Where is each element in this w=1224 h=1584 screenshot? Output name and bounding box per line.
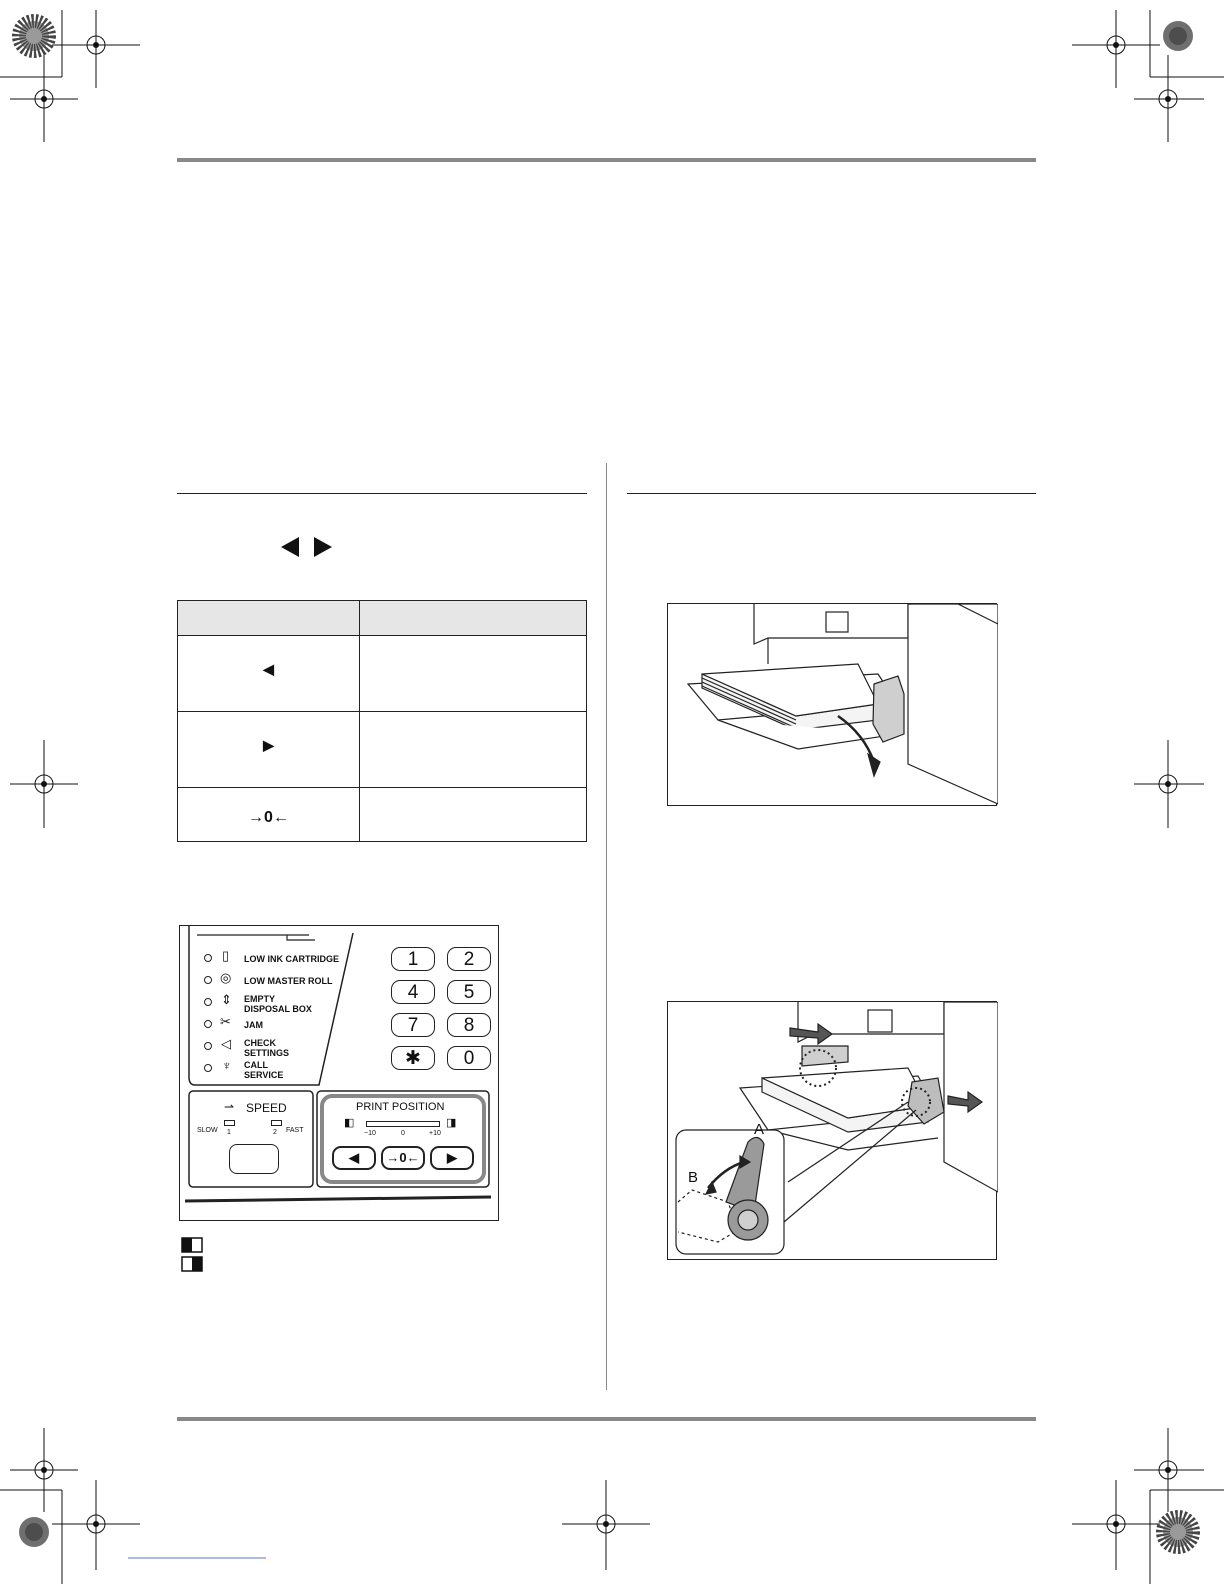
print-position-right-button[interactable]: ▶ (430, 1146, 474, 1170)
feed-tray-illustration (667, 603, 997, 806)
column-divider (606, 463, 607, 1390)
image-down-icon (182, 1238, 202, 1252)
wrench-icon: ♆ (222, 1058, 232, 1073)
lamp-low-ink-cartridge: LOW INK CARTRIDGE (244, 954, 339, 964)
lamp-jam: JAM (244, 1020, 264, 1030)
image-position-legend-icons (180, 1236, 210, 1274)
left-section-rule (177, 493, 587, 494)
operation-panel (179, 925, 499, 1221)
ink-cartridge-icon: ▯ (222, 948, 230, 963)
print-position-label: PRINT POSITION (356, 1101, 445, 1113)
key-5[interactable]: 5 (447, 980, 491, 1004)
print-position-scale (366, 1121, 440, 1127)
right-arrow-icon (314, 537, 332, 557)
print-position-up-icon: ◨ (446, 1117, 457, 1129)
lamp-check-settings-line1: CHECK (244, 1038, 277, 1048)
print-position-down-icon: ◧ (344, 1117, 355, 1129)
table-header (178, 601, 586, 636)
key-star[interactable]: ✱ (391, 1046, 435, 1070)
print-position-center-button[interactable]: →0← (381, 1146, 425, 1170)
left-right-arrow-icons (279, 535, 333, 559)
key-7[interactable]: 7 (391, 1013, 435, 1037)
lever-position-a-label: A (754, 1121, 765, 1138)
table-row-center-key: →0← (248, 809, 289, 826)
table-row-right-key: ▶ (263, 737, 274, 753)
lever-position-b-label: B (688, 1169, 699, 1186)
speed-level-1: 1 (227, 1129, 231, 1136)
lamp-check-settings-line2: SETTINGS (244, 1048, 290, 1058)
speed-indicator-1 (224, 1120, 235, 1126)
speed-slow-label: SLOW (197, 1127, 218, 1134)
key-0[interactable]: 0 (447, 1046, 491, 1070)
footer-rule (177, 1417, 1036, 1421)
key-2[interactable]: 2 (447, 947, 491, 971)
disposal-box-icon: ⇕ (221, 992, 232, 1007)
lamp-call-service-line2: SERVICE (244, 1070, 284, 1080)
print-position-max: +10 (429, 1130, 441, 1137)
print-position-mid: 0 (401, 1130, 405, 1137)
print-position-min: −10 (364, 1130, 376, 1137)
key-8[interactable]: 8 (447, 1013, 491, 1037)
lamp-low-master-roll: LOW MASTER ROLL (244, 976, 333, 986)
key-1[interactable]: 1 (391, 947, 435, 971)
lamp-empty-disposal-box-line1: EMPTY (244, 994, 276, 1004)
feed-pressure-lever-illustration (667, 1001, 997, 1260)
lamp-call-service-line1: CALL (244, 1060, 268, 1070)
speed-indicator-2 (271, 1120, 282, 1126)
master-roll-icon: ◎ (220, 970, 232, 985)
lamp-empty-disposal-box-line2: DISPOSAL BOX (244, 1004, 312, 1014)
right-section-rule (627, 493, 1036, 494)
speed-button[interactable] (229, 1144, 279, 1174)
key-4[interactable]: 4 (391, 980, 435, 1004)
jam-icon: ✂ (220, 1014, 231, 1029)
check-settings-icon: ◁ (221, 1036, 231, 1051)
speed-fast-label: FAST (286, 1127, 304, 1134)
print-position-table (177, 600, 587, 842)
left-arrow-icon (281, 537, 299, 557)
speed-label: SPEED (246, 1101, 287, 1115)
table-row-left-key: ◀ (263, 661, 274, 677)
speed-level-2: 2 (273, 1129, 277, 1136)
image-up-icon (182, 1257, 202, 1271)
speed-icon: ⇀ (224, 1100, 235, 1114)
header-rule (177, 158, 1036, 162)
print-position-left-button[interactable]: ◀ (332, 1146, 376, 1170)
